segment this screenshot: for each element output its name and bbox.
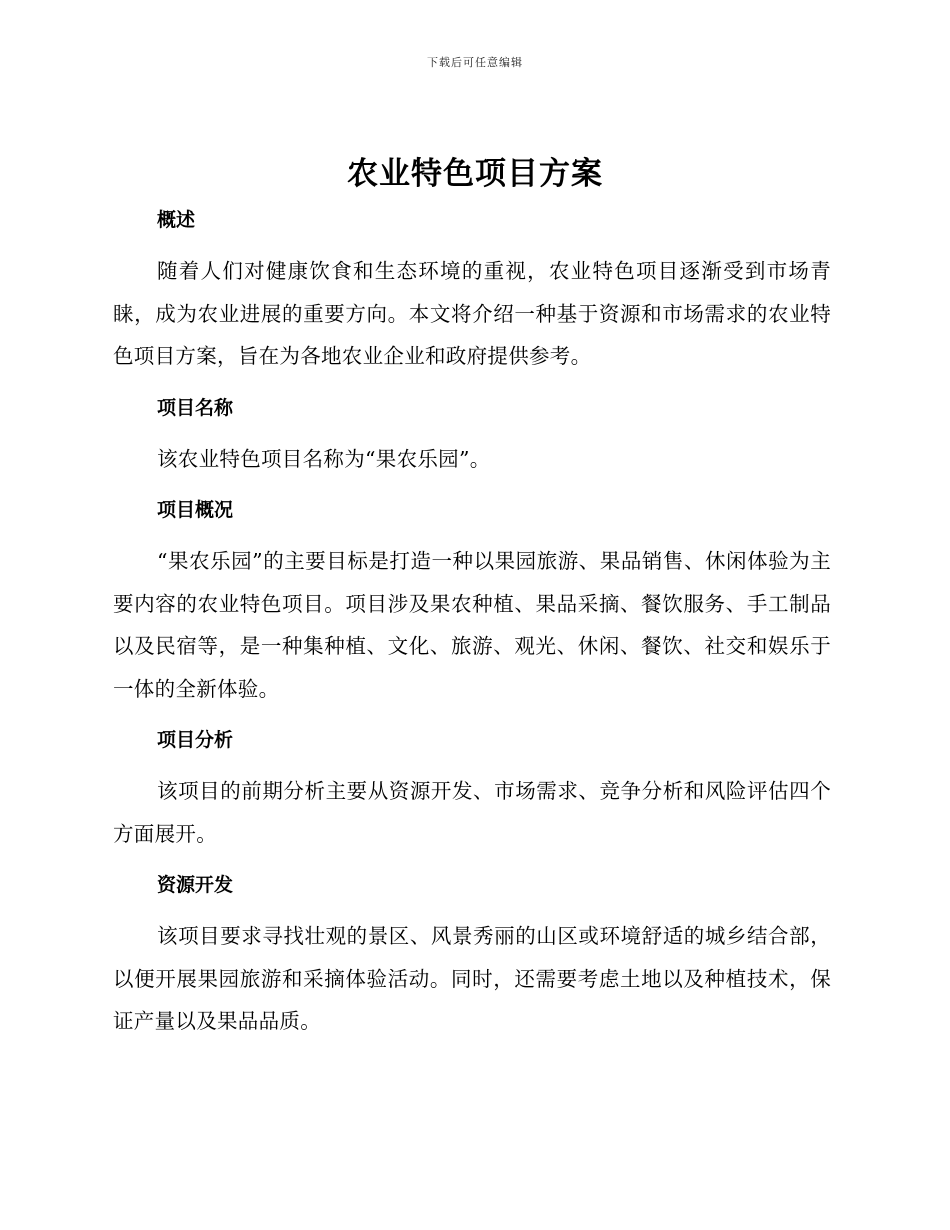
section-project-overview xyxy=(113,488,831,710)
section-heading: 资源开发 xyxy=(157,874,234,896)
section-heading: 项目分析 xyxy=(157,729,234,751)
document-body xyxy=(113,198,831,1051)
section-paragraph: 该项目要求寻找壮观的景区、风景秀丽的山区或环境舒适的城乡结合部，以便开展果园旅游和采摘体验活动。同时，还需要考虑土地以及种植技术，保证产量以及果品品质。 xyxy=(113,924,831,1033)
section-paragraph: 该项目的前期分析主要从资源开发、市场需求、竞争分析和风险评估四个方面展开。 xyxy=(113,779,831,846)
document-title: 农业特色项目方案 xyxy=(347,156,603,192)
section-heading: 概述 xyxy=(157,209,196,231)
section-project-analysis xyxy=(113,718,831,855)
section-paragraph: “果农乐园”的主要目标是打造一种以果园旅游、果品销售、休闲体验为主要内容的农业特色项目。项目涉及果农种植、果品采摘、餐饮服务、手工制品以及民宿等，是一种集种植、文化、旅游、观光、休闲、餐饮、社交和娱乐于一体的全新体验。 xyxy=(113,549,831,701)
section-resource-development xyxy=(113,863,831,1043)
header-note: 下载后可任意编辑 xyxy=(427,56,523,69)
section-overview xyxy=(113,198,831,378)
section-paragraph: 该农业特色项目名称为“果农乐园”。 xyxy=(157,446,491,471)
section-paragraph: 随着人们对健康饮食和生态环境的重视，农业特色项目逐渐受到市场青睐，成为农业进展的重要方向。本文将介绍一种基于资源和市场需求的农业特色项目方案，旨在为各地农业企业和政府提供参考。 xyxy=(113,259,831,368)
section-project-name xyxy=(113,386,831,481)
section-heading: 项目概况 xyxy=(157,499,234,521)
section-heading: 项目名称 xyxy=(157,396,234,419)
